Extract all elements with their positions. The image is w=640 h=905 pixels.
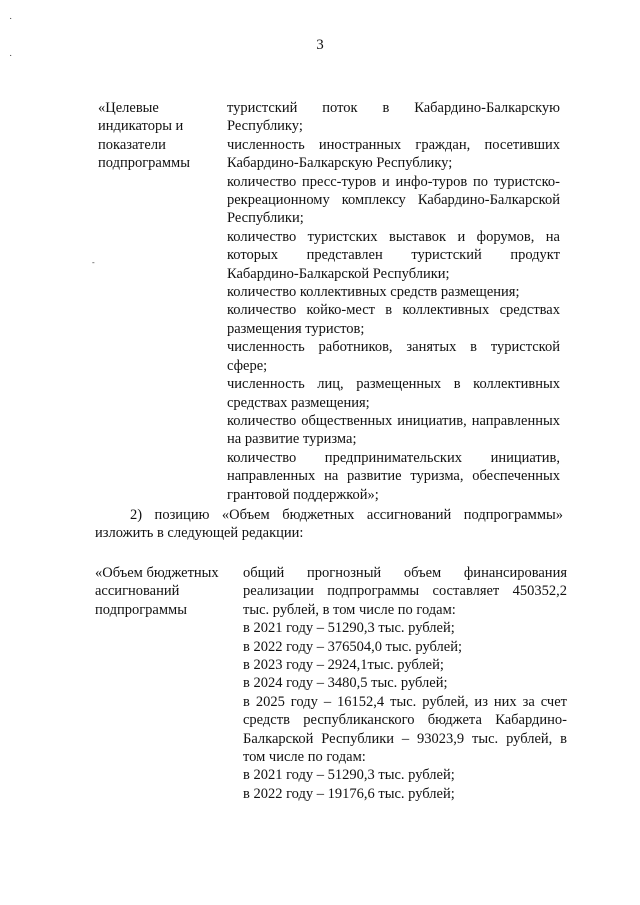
- indicator-item: количество пресс-туров и инфо-туров по туристско-рекреационному комплексу Кабардино-Балкарской Республики;: [227, 173, 560, 227]
- budget-item: в 2023 году – 2924,1тыс. рублей;: [243, 657, 444, 674]
- budget-allocations-list: [243, 564, 567, 803]
- amendment-paragraph: 2) позицию «Объем бюджетных ассигнований подпрограммы» изложить в следующей редакции:: [95, 507, 563, 542]
- scan-mark-dot: ˙: [9, 17, 13, 28]
- indicator-item: численность иностранных граждан, посетивших Кабардино-Балкарскую Республику;: [227, 136, 560, 172]
- budget-item: общий прогнозный объем финансирования реализации подпрограммы составляет 450352,2 тыс. рублей, в том числе по годам:: [243, 565, 567, 618]
- budget-item: в 2022 году – 376504,0 тыс. рублей;: [243, 638, 463, 655]
- indicator-item: количество общественных инициатив, направленных на развитие туризма;: [227, 412, 560, 448]
- budget-item: в 2024 году – 3480,5 тыс. рублей;: [243, 675, 448, 692]
- scan-mark-dot: -: [92, 258, 95, 267]
- indicator-item: количество коллективных средств размещения;: [227, 284, 520, 301]
- indicator-item: количество предпринимательских инициатив, направленных на развитие туризма, обеспеченных грантовой поддержкой»;: [227, 449, 560, 503]
- target-indicators-label: «Целевые индикаторы и показатели подпрограммы: [98, 100, 190, 172]
- target-indicators-list: [227, 99, 560, 504]
- budget-item: в 2021 году – 51290,3 тыс. рублей;: [243, 767, 455, 784]
- page-number: 3: [316, 37, 324, 53]
- indicator-item: численность лиц, размещенных в коллективных средствах размещения;: [227, 376, 560, 411]
- budget-allocations-label: «Объем бюджетных ассигнований подпрограммы: [95, 565, 219, 618]
- indicator-item: численность работников, занятых в туристской сфере;: [227, 339, 560, 374]
- indicator-item: туристский поток в Кабардино-Балкарскую Республику;: [227, 100, 560, 135]
- indicator-item: количество койко-мест в коллективных средствах размещения туристов;: [227, 302, 560, 337]
- budget-item: в 2025 году – 16152,4 тыс. рублей, из них за счет средств республиканского бюджета Кабардино-Балкарской Республики – 93023,9 тыс. рублей, в том числе по годам:: [243, 693, 567, 766]
- indicator-item: количество туристских выставок и форумов, на которых представлен туристский продукт Кабардино-Балкарской Республики;: [227, 228, 560, 282]
- scan-mark-dot: ˙: [9, 54, 13, 65]
- budget-item: в 2021 году – 51290,3 тыс. рублей;: [243, 620, 455, 637]
- budget-item: в 2022 году – 19176,6 тыс. рублей;: [243, 785, 455, 802]
